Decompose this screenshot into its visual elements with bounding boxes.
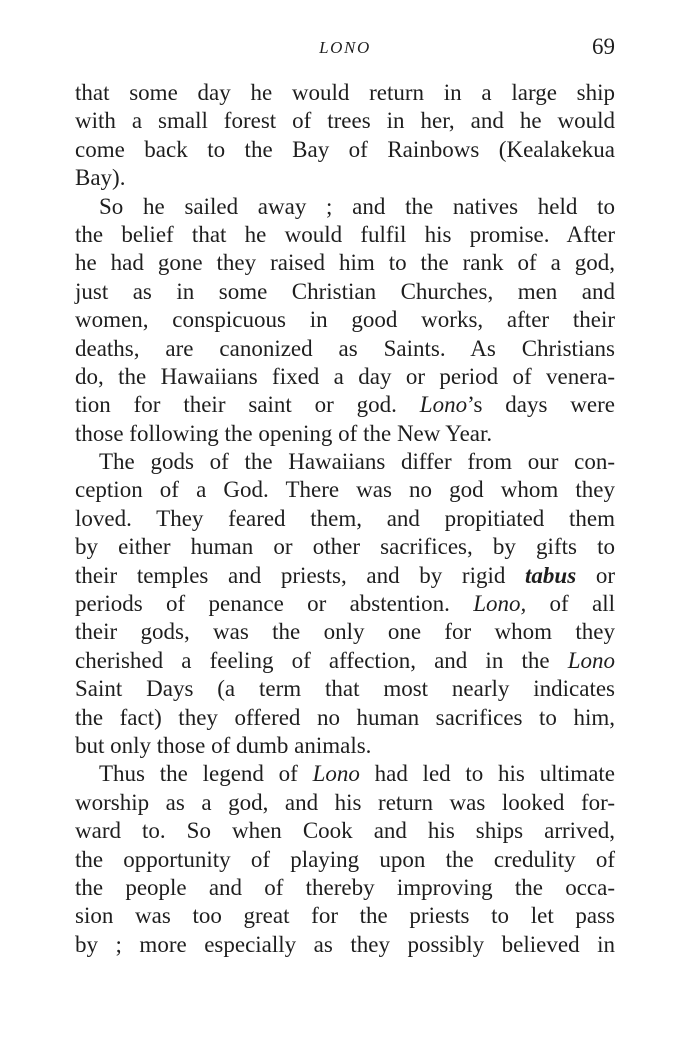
- text-line-2: with a small forest of trees in her, and he would: [75, 108, 615, 134]
- italic-lono: Lono,: [473, 591, 527, 617]
- text-line-10: deaths, are canonized as Saints. As Christians: [75, 335, 615, 361]
- italic-lono: Lono: [312, 761, 360, 787]
- italic-tabus: tabus: [525, 562, 577, 588]
- text-line-23: the fact) they offered no human sacrifices to him,: [75, 704, 615, 730]
- text-line-24: but only those of dumb animals.: [75, 732, 372, 758]
- text-line-12: [75, 391, 615, 419]
- text-run: cherished a feeling of affection, and in the: [75, 647, 568, 673]
- text-run: periods of penance or abstention.: [75, 591, 474, 617]
- text-line-5: So he sailed away ; and the natives held to: [99, 193, 615, 219]
- text-run: of all: [526, 591, 615, 617]
- text-line-13: those following the opening of the New Year.: [75, 420, 493, 446]
- text-line-3: come back to the Bay of Rainbows (Kealakekua: [75, 136, 615, 162]
- text-line-21: [75, 647, 615, 675]
- text-line-19: [75, 590, 615, 618]
- page-number: 69: [592, 34, 615, 59]
- text-line-17: by either human or other sacrifices, by gifts to: [75, 534, 615, 560]
- text-line-6: the belief that he would fulfil his promise. After: [75, 221, 615, 247]
- text-run: their temples and priests, and by rigid: [75, 562, 526, 588]
- text-run: or: [576, 562, 615, 588]
- text-line-9: women, conspicuous in good works, after their: [75, 307, 615, 333]
- running-head: [75, 34, 615, 64]
- text-run: Thus the legend of: [99, 761, 313, 787]
- text-line-20: their gods, was the only one for whom they: [75, 619, 615, 645]
- italic-lono: Lono: [419, 392, 468, 418]
- text-line-31: by ; more especially as they possibly believed in: [75, 931, 615, 957]
- text-line-1: that some day he would return in a large ship: [75, 80, 615, 105]
- text-line-7: he had gone they raised him to the rank of a god,: [75, 250, 615, 276]
- text-line-25: [75, 760, 615, 788]
- text-line-28: the opportunity of playing upon the credulity of: [75, 846, 615, 872]
- text-line-30: sion was too great for the priests to let pass: [75, 903, 615, 929]
- text-line-14: The gods of the Hawaiians differ from our con-: [99, 449, 615, 475]
- running-title: LONO: [319, 38, 371, 57]
- text-line-27: ward to. So when Cook and his ships arrived,: [75, 818, 615, 844]
- text-run: ’s days were: [467, 392, 615, 418]
- body-text: [75, 79, 615, 959]
- text-line-18: [75, 562, 615, 590]
- italic-lono: Lono: [567, 647, 615, 673]
- text-line-22: Saint Days (a term that most nearly indicates: [75, 676, 615, 702]
- text-line-4: Bay).: [75, 165, 126, 191]
- text-line-16: loved. They feared them, and propitiated them: [75, 505, 615, 531]
- text-line-15: ception of a God. There was no god whom they: [75, 477, 615, 503]
- text-line-26: worship as a god, and his return was looked for-: [75, 789, 615, 815]
- text-line-8: just as in some Christian Churches, men and: [75, 278, 615, 304]
- text-run: had led to his ultimate: [359, 761, 615, 787]
- text-line-29: the people and of thereby improving the occa-: [75, 874, 615, 900]
- text-run: tion for their saint or god.: [75, 392, 420, 418]
- text-line-11: do, the Hawaiians fixed a day or period of venera-: [75, 363, 615, 389]
